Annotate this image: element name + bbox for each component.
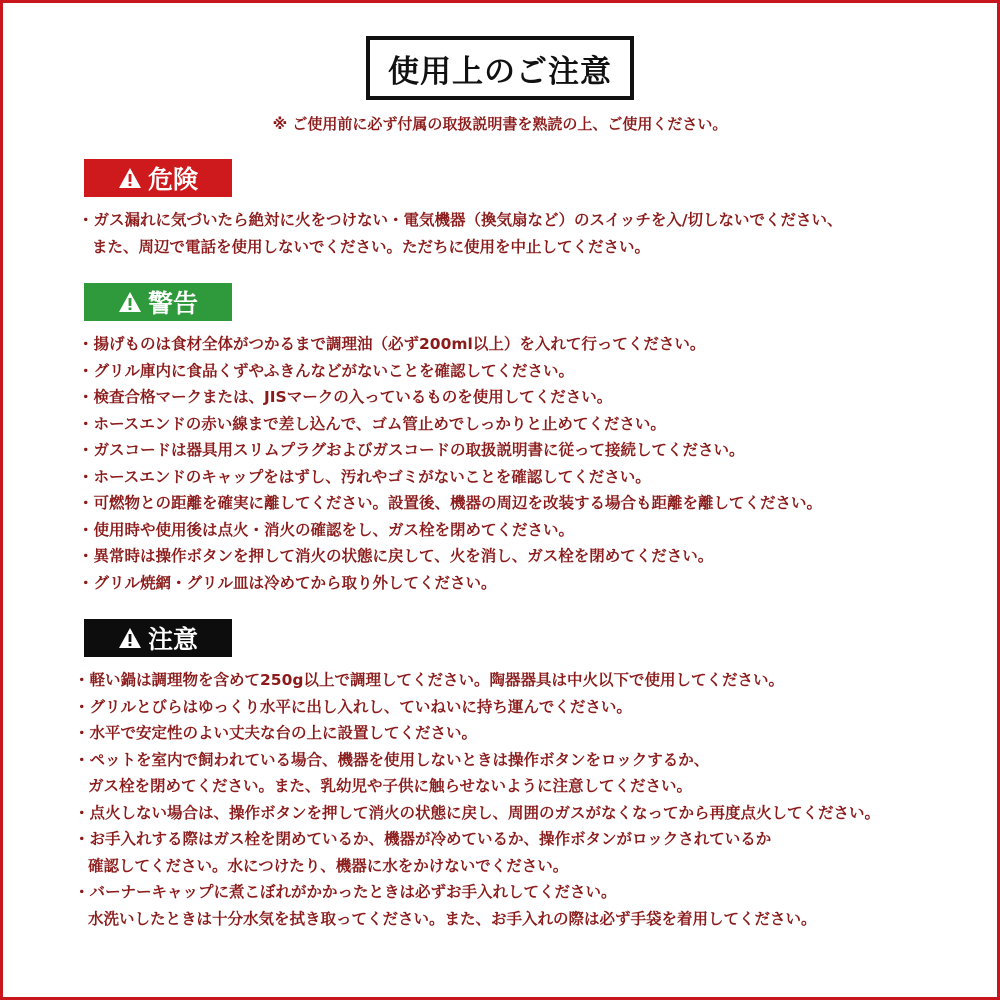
caution-item-line: ・点火しない場合は、操作ボタンを押して消火の状態に戻し、周囲のガスがなくなってから再度点火してください。	[74, 803, 881, 822]
warning-list	[78, 331, 978, 596]
danger-label: 危険	[147, 165, 198, 194]
warning-item	[78, 411, 978, 438]
warning-triangle-icon	[118, 167, 142, 189]
notice-text: ※ ご使用前に必ず付属の取扱説明書を熟読の上、ご使用ください。	[272, 115, 728, 133]
page-title: 使用上のご注意	[366, 36, 634, 100]
caution-item-line: 確認してください。水につけたり、機器に水をかけないでください。	[88, 856, 569, 875]
warning-triangle-icon	[118, 291, 142, 313]
caution-item-line: ガス栓を閉めてください。また、乳幼児や子供に触らせないように注意してください。	[88, 777, 693, 795]
warning-item	[78, 437, 978, 464]
warning-item	[78, 384, 978, 411]
warning-item-line: ・ホースエンドのキャップをはずし、汚れやゴミがないことを確認してください。	[78, 467, 651, 486]
warning-item-line: ・グリル庫内に食品くずやふきんなどがないことを確認してください。	[78, 361, 575, 380]
danger-badge	[84, 159, 232, 197]
danger-item-line: ・ガス漏れに気づいたら絶対に火をつけない・電気機器（換気扇など）のスイッチを入/切しないでください、	[78, 211, 843, 229]
caution-item	[74, 826, 974, 879]
danger-item-line: また、周辺で電話を使用しないでください。ただちに使用を中止してください。	[92, 237, 651, 256]
caution-item	[74, 879, 974, 932]
warning-badge	[84, 283, 232, 321]
warning-item-line: ・揚げものは食材全体がつかるまで調理油（必ず200ml以上）を入れて行ってください。	[78, 335, 706, 353]
warning-item	[78, 570, 978, 597]
warning-label: 警告	[147, 289, 198, 318]
caution-item-line: ・軽い鍋は調理物を含めて250g以上で調理してください。陶器器具は中火以下で使用してください。	[74, 671, 784, 689]
warning-item-line: ・可燃物との距離を確実に離してください。設置後、機器の周辺を改装する場合も距離を離してください。	[78, 494, 823, 512]
caution-item	[74, 720, 974, 747]
warning-item	[78, 331, 978, 358]
caution-item-line: ・ペットを室内で飼われている場合、機器を使用しないときは操作ボタンをロックするか、	[74, 750, 710, 769]
caution-list	[74, 667, 974, 932]
caution-item	[74, 667, 974, 694]
warning-item	[78, 358, 978, 385]
caution-item-line: 水洗いしたときは十分水気を拭き取ってください。また、お手入れの際は必ず手袋を着用してください。	[88, 909, 817, 928]
caution-item-line: ・お手入れする際はガス栓を閉めているか、機器が冷めているか、操作ボタンがロックされているか	[74, 830, 772, 848]
warning-item	[78, 517, 978, 544]
danger-list	[78, 207, 978, 260]
warning-item-line: ・異常時は操作ボタンを押して消火の状態に戻して、火を消し、ガス栓を閉めてください。	[78, 547, 714, 565]
warning-item-line: ・グリル焼網・グリル皿は冷めてから取り外してください。	[78, 573, 497, 592]
caution-item	[74, 800, 974, 827]
danger-item	[78, 207, 978, 260]
caution-badge	[84, 619, 232, 657]
warning-item-line: ・検査合格マークまたは、JISマークの入っているものを使用してください。	[78, 388, 613, 406]
caution-item	[74, 694, 974, 721]
caution-item-line: ・水平で安定性のよい丈夫な台の上に設置してください。	[74, 724, 478, 742]
warning-item	[78, 464, 978, 491]
warning-item-line: ・ホースエンドの赤い線まで差し込んで、ゴム管止めでしっかりと止めてください。	[78, 414, 666, 433]
caution-label: 注意	[147, 625, 198, 654]
warning-item-line: ・ガスコードは器具用スリムプラグおよびガスコードの取扱説明書に従って接続してください。	[78, 441, 745, 459]
warning-item-line: ・使用時や使用後は点火・消火の確認をし、ガス栓を閉めてください。	[78, 520, 575, 539]
caution-item-line: ・バーナーキャップに煮こぼれがかかったときは必ずお手入れしてください。	[74, 883, 617, 901]
warning-triangle-icon	[118, 627, 142, 649]
warning-item	[78, 543, 978, 570]
caution-item-line: ・グリルとびらはゆっくり水平に出し入れし、ていねいに持ち運んでください。	[74, 697, 632, 716]
caution-item	[74, 747, 974, 800]
warning-item	[78, 490, 978, 517]
